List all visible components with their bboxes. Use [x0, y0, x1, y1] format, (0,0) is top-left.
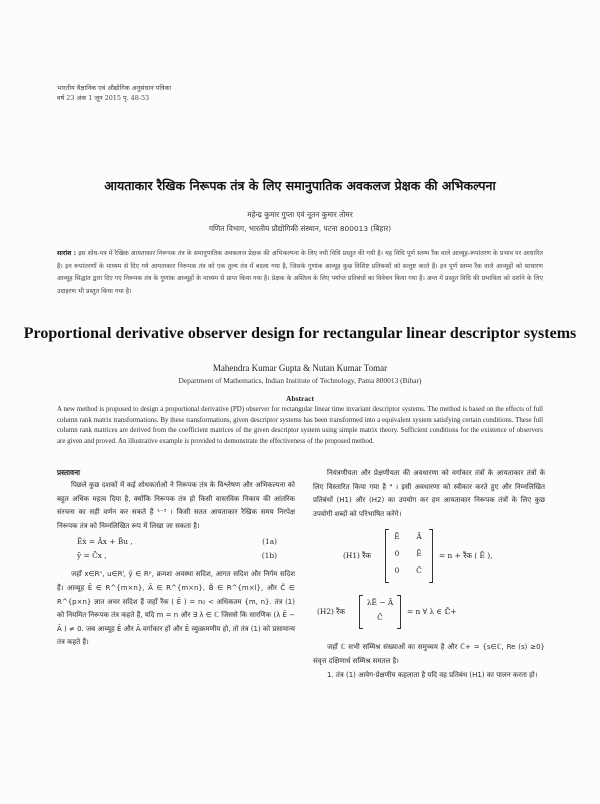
- h1-cell-3: 0: [394, 549, 400, 559]
- equation-1b: [57, 551, 295, 565]
- h1-cell-2: Ã: [416, 532, 422, 542]
- english-abstract: A new method is proposed to design a proportional derivative (PD) observer for rectangular linear time invariant descriptor systems. The method is based on the effects of full column rank matrix transformations. By these transformations, given descriptor systems has been transformed into a equivalent system satisfying certain conditions. These full column rank matrices are derived from the coefficient matrices of the given descriptor system using simple matrix theory. Sufficient conditions for the existence of observers are given and proved. An illustrative example is provided to demonstrate the effectiveness of the proposed method.: [57, 406, 543, 445]
- english-affiliation: Department of Mathematics, Indian Institute of Technology, Patna 800013 (Bihar): [178, 376, 422, 385]
- intro-heading: प्रस्तावना: [57, 468, 81, 477]
- h1-cell-6: C̃: [416, 566, 422, 576]
- equation-1a: [57, 537, 295, 551]
- condition-h1: [313, 527, 545, 589]
- hindi-abstract: [57, 248, 543, 298]
- intro-paragraph-1: पिछले कुछ दशकों में कई शोधकर्ताओं ने निरूपक तंत्र के विश्लेषण और अभिकल्पना को बहुत अधिक महत्व दिया है, क्योंकि निरूपक तंत्र हो किसी वास्तविक निकाय की आंतरिक संरचना का सही वर्णन कर सकते हैं ¹⁻³ । किसी सतत आयताकार रैखिक समय निरपेक्ष निरूपक तंत्र को निम्नलिखित रूप में लिखा जा सकता है।: [57, 481, 295, 530]
- intro-paragraph-2: जहाँ x∈Rⁿ, u∈Rˡ, ỹ ∈ Rᵖ, क्रमशः अवस्था सदिश, आगत सदिश और निर्गम सदिश हैं। आव्यूह Ẽ ∈ R^{m×n}, Ã ∈ R^{m×n}, B̃ ∈ R^{m×l}, और C̃ ∈ R^{p×n} ज्ञात अचर सदिश हैं जहाँ रैंक ( Ẽ ) = n₀ < अधिकतम {m, n}. तंत्र (1) को नियमित निरूपक तंत्र कहते हैं, यदि m = n और ∃ λ ∈ ℂ जिससे कि सारणिक (λ Ẽ − Ã ) ≠ 0. जब आव्यूह Ẽ और Ã वर्गाकार हों और Ẽ व्युत्क्रमणीय हो, तो तंत्र (1) को प्रसामान्य तंत्र कहते हैं।: [57, 570, 295, 647]
- journal-issue: वर्ष 23 अंक 1 जून 2015 पृ. 48-53: [57, 94, 150, 102]
- hindi-authors: महेन्द्र कुमार गुप्ता एवं नूतन कुमार तोमर: [247, 210, 353, 219]
- hindi-affiliation: गणित विभाग, भारतीय प्रौद्योगिकी संस्थान, पटना 800013 (बिहार): [208, 224, 392, 233]
- equation-1a-body: Ẽẋ = Ãx + B̃u ,: [77, 537, 133, 547]
- h2-cell-2: C̃: [377, 613, 383, 623]
- equation-1b-body: ỹ = C̃x ,: [77, 551, 107, 561]
- right-paragraph-1: नियंत्रणीयता और प्रेक्षणीयता की अवधारणा को वर्गाकार तंत्रों के आयताकार तंत्रों के लिए विस्तारित किया गया है ⁴ । इसी अवधारणा को स्वीकार करते हुए और निम्नलिखित प्रतिबंधों (H1) और (H2) का उपयोग कर हम आयताकार निरूपक तंत्रों के लिए कुछ उपयोगी शब्दों को परिभाषित करेंगे।: [313, 469, 545, 518]
- right-paragraph-2: जहाँ ℂ सभी सम्मिश्र संख्याओं का समुच्चय है और ℂ̄+ = {s∈ℂ, Re (s) ≥0} संवृत्त दक्षिणार्ध सम्मिश्र समतल है।: [313, 643, 545, 665]
- h2-cell-1: λẼ − Ã: [366, 598, 394, 608]
- abstract-heading: Abstract: [286, 394, 314, 403]
- equation-1a-number: (1a): [262, 537, 277, 547]
- hindi-title: आयताकार रैखिक निरूपक तंत्र के लिए समानुपातिक अवकलज प्रेक्षक की अभिकल्पना: [104, 178, 496, 193]
- h1-cell-4: Ẽ: [416, 549, 422, 559]
- condition-h2: [313, 593, 545, 635]
- h2-matrix: [359, 595, 401, 629]
- journal-header: [57, 83, 257, 103]
- left-column: [57, 467, 295, 650]
- equation-1b-number: (1b): [261, 551, 277, 561]
- hindi-abstract-label: सारांश :: [57, 250, 77, 257]
- h1-matrix: [385, 529, 433, 583]
- journal-name: भारतीय वैज्ञानिक एवं औद्योगिक अनुसंधान पत्रिका: [57, 84, 172, 92]
- h1-label: (H1) रैंक: [343, 551, 371, 561]
- h1-rhs: = n + रैंक ( Ẽ ),: [439, 551, 493, 561]
- english-authors: Mahendra Kumar Gupta & Nutan Kumar Tomar: [212, 363, 388, 373]
- english-title: Proportional derivative observer design for rectangular linear descriptor systems: [23, 325, 577, 342]
- h1-cell-1: Ẽ: [394, 532, 400, 542]
- right-paragraph-3: 1. तंत्र (1) आवेग-प्रेक्षणीय कहलाता है यदि वह प्रतिबंध (H1) का पालन करता हो।: [327, 670, 538, 679]
- hindi-abstract-text: इस शोध-पत्र में रैखिक आयताकार निरूपक तंत्र के समानुपातिक अवकलज प्रेक्षक की अभिकल्पना के लिए नयी विधि प्रस्तुत की गयी है। यह विधि पूर्ण स्तम्भ रैंक वाले आव्यूह-रूपांतरण के प्रभाव पर आधारित है। इन रूपांतरणों के माध्यम से दिए गये आयताकार निरूपक तंत्र को एक तुल्य तंत्र में बदला गया है, जिसके गुणांक आव्यूह कुछ विशिष्ट प्रतिबन्धों को सन्तुष्ट करते हैं। इन पूर्ण स्तम्भ रैंक वाले आव्यूहों को साधारण आव्यूह सिद्धांत द्वारा दिए गए निरूपक तंत्र के गुणांक आव्यूहों के माध्यम से प्राप्त किया गया है। प्रेक्षक के अस्तित्व के लिए पर्याप्त प्रतिबंधों का विवेचन किया गया है। अन्त में प्रस्तुत विधि की प्रभाविता को दर्शाने के लिए उदाहरण भी प्रस्तुत किया गया है।: [57, 250, 543, 295]
- h2-rhs: = n ∀ λ ∈ ℂ̄+: [407, 607, 457, 617]
- right-column: [313, 467, 545, 682]
- h1-cell-5: 0: [394, 566, 400, 576]
- h2-label: (H2) रैंक: [317, 607, 345, 617]
